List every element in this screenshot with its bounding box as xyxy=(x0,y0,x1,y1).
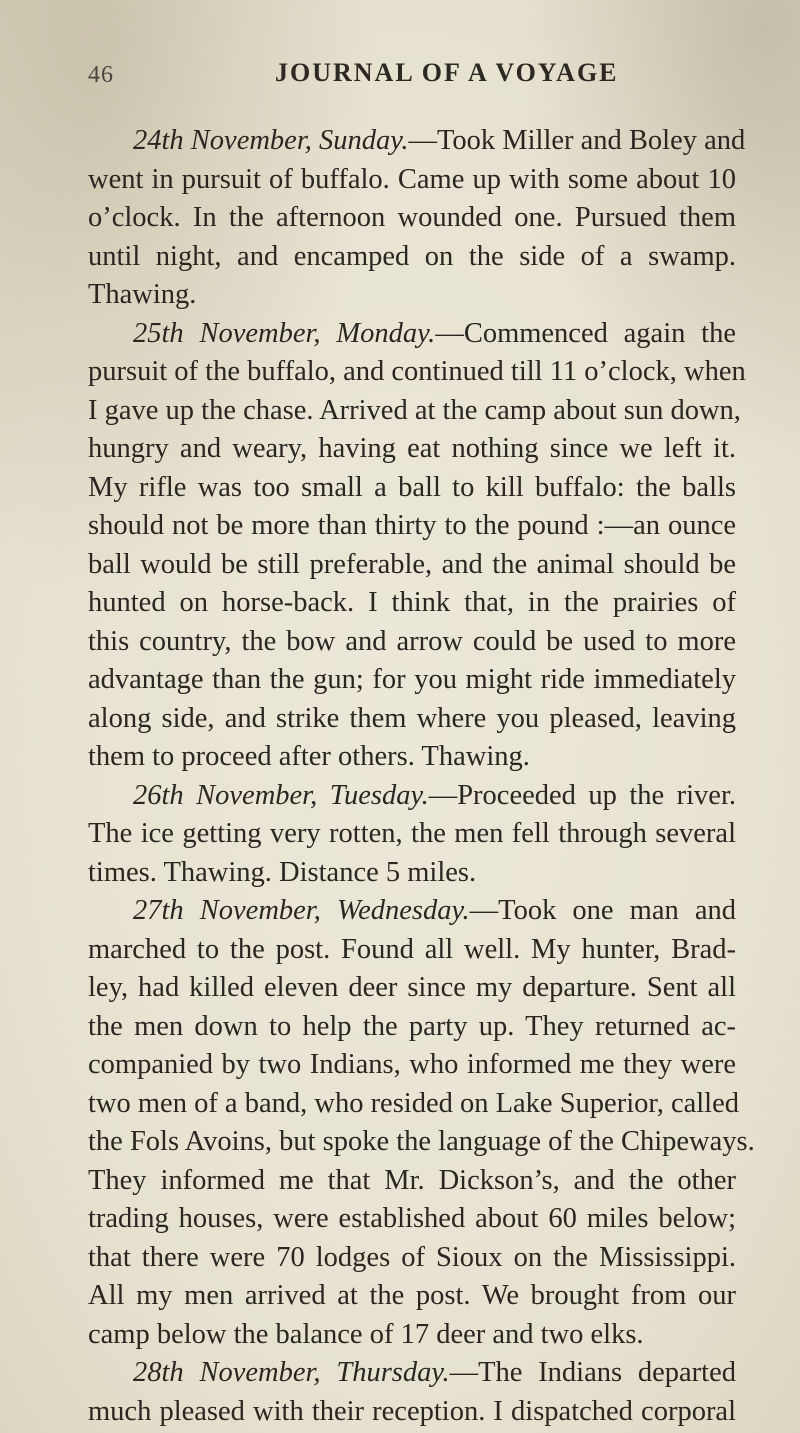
text-line: much pleased with their reception. I dispatched corporal xyxy=(88,1395,736,1427)
entry-date: 27th November, Wednesday. xyxy=(133,895,470,926)
text-line: ley, had killed eleven deer since my departure. Sent all xyxy=(88,972,736,1003)
text-line: until night, and encamped on the side of a swamp. xyxy=(88,240,736,272)
entry-text: —Took one man and xyxy=(469,895,736,926)
entry-date: 25th November, Monday. xyxy=(133,317,436,349)
text-line: trading houses, were established about 60 miles below; xyxy=(88,1203,736,1234)
text-line: All my men arrived at the post. We brought from our xyxy=(88,1280,736,1311)
running-title: JOURNAL OF A VOYAGE xyxy=(275,58,619,87)
text-line: this country, the bow and arrow could be used to more xyxy=(88,625,736,657)
text-line: hunted on horse-back. I think that, in the prairies of xyxy=(88,587,736,618)
text-line: should not be more than thirty to the pound :—an ounce xyxy=(88,510,736,541)
entry-first-line xyxy=(88,1354,736,1393)
text-line: went in pursuit of buffalo. Came up with some about 10 xyxy=(88,163,736,195)
journal-text xyxy=(88,122,755,1431)
entry-text: —Proceeded up the river. xyxy=(428,779,736,811)
text-line: I gave up the chase. Arrived at the camp about sun down, xyxy=(88,394,741,426)
text-line: the men down to help the party up. They returned ac- xyxy=(88,1010,736,1042)
entry-first-line xyxy=(88,777,736,816)
text-line: that there were 70 lodges of Sioux on the Mississippi. xyxy=(88,1241,736,1273)
entry-first-line xyxy=(88,122,746,161)
text-line: camp below the balance of 17 deer and two elks. xyxy=(88,1318,644,1350)
text-line: hungry and weary, having eat nothing since we left it. xyxy=(88,433,736,464)
entry-date: 24th November, Sunday. xyxy=(133,125,409,156)
text-line: companied by two Indians, who informed me they were xyxy=(88,1049,736,1080)
text-line: the Fols Avoins, but spoke the language of the Chipeways. xyxy=(88,1126,755,1157)
page-number: 46 xyxy=(88,62,114,88)
text-line: The ice getting very rotten, the men fell through several xyxy=(88,818,736,849)
text-line: times. Thawing. Distance 5 miles. xyxy=(88,856,477,888)
text-line: Thawing. xyxy=(88,279,197,310)
entry-date: 28th November, Thursday. xyxy=(133,1357,450,1388)
text-line: them to proceed after others. Thawing. xyxy=(88,741,530,772)
entry-text: —The Indians departed xyxy=(449,1357,736,1388)
text-line: They informed me that Mr. Dickson’s, and the other xyxy=(88,1164,736,1196)
entry-first-line xyxy=(88,315,736,354)
text-line: o’clock. In the afternoon wounded one. Pursued them xyxy=(88,202,736,233)
page-header xyxy=(88,58,740,98)
text-line: along side, and strike them where you pleased, leaving xyxy=(88,702,736,734)
entry-date: 26th November, Tuesday. xyxy=(133,779,429,811)
text-line: ball would be still preferable, and the animal should be xyxy=(88,548,736,580)
entry-first-line xyxy=(88,892,736,931)
text-line: pursuit of the buffalo, and continued till 11 o’clock, when xyxy=(88,356,746,387)
text-line: advantage than the gun; for you might ride immediately xyxy=(88,664,736,695)
text-line: two men of a band, who resided on Lake Superior, called xyxy=(88,1087,739,1119)
text-line: My rifle was too small a ball to kill buffalo: the balls xyxy=(88,471,736,503)
entry-text: —Commenced again the xyxy=(435,317,736,349)
entry-text: —Took Miller and Boley and xyxy=(408,125,746,156)
text-line: marched to the post. Found all well. My hunter, Brad- xyxy=(88,933,736,965)
